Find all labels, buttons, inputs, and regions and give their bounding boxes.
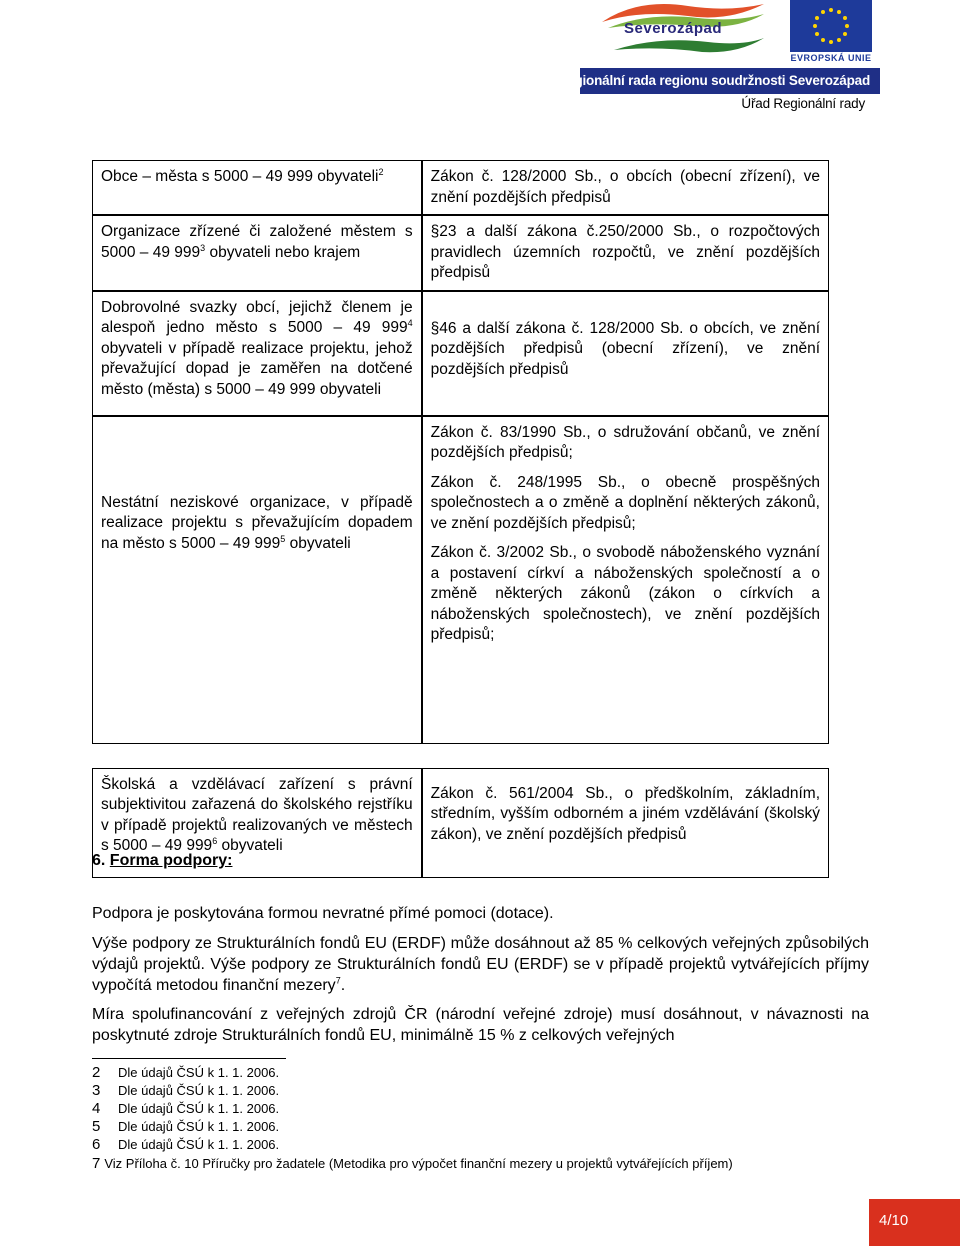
header-bar bbox=[557, 68, 880, 94]
footnote-number: 5 bbox=[92, 1118, 101, 1135]
table-cell bbox=[92, 215, 422, 291]
footnote-text: Dle údajů ČSÚ k 1. 1. 2006. bbox=[118, 1137, 280, 1152]
footnote-text: Dle údajů ČSÚ k 1. 1. 2006. bbox=[118, 1083, 280, 1098]
footnote-number: 3 bbox=[92, 1082, 101, 1099]
table-cell bbox=[422, 291, 829, 416]
footnote-text: Viz Příloha č. 10 Příručky pro žadatele (Metodika pro výpočet finanční mezery u projektů vytvářejících příjem) bbox=[104, 1156, 733, 1171]
footnote bbox=[92, 1082, 279, 1099]
cell-text: Dobrovolné svazky obcí, jejichž členem je alespoň jedno město s 5000 – 49 999 bbox=[101, 298, 413, 336]
footnote bbox=[92, 1118, 279, 1135]
table-gap bbox=[92, 744, 829, 768]
paragraph bbox=[92, 933, 869, 996]
section-heading bbox=[92, 852, 232, 870]
cell-text: Zákon č. 561/2004 Sb., o předškolním, základním, středním, vyšším odborném a jiném vzdělávání (školský zákon), ve znění pozdějších předpisů bbox=[430, 784, 820, 843]
table-cell bbox=[422, 768, 829, 878]
table-row bbox=[92, 160, 829, 215]
table-cell bbox=[92, 160, 422, 215]
section-number: 6. bbox=[92, 852, 110, 869]
footnote-ref: 5 bbox=[280, 533, 286, 544]
footnote-text: Dle údajů ČSÚ k 1. 1. 2006. bbox=[118, 1101, 280, 1116]
cell-text: obyvateli bbox=[217, 837, 283, 854]
law-reference: Zákon č. 3/2002 Sb., o svobodě náboženského vyznání a postavení církví a náboženských společností a o změně některých zákonů (zákon o církvích a náboženských společnostech), ve znění pozdějších předpisů; bbox=[430, 544, 820, 643]
footnote bbox=[92, 1136, 279, 1153]
paragraph: Podpora je poskytována formou nevratné přímé pomoci (dotace). bbox=[92, 905, 554, 922]
cell-text: Zákon č. 128/2000 Sb., o obcích (obecní zřízení), ve znění pozdějších předpisů bbox=[430, 168, 820, 206]
footnote bbox=[92, 1155, 733, 1172]
table-cell bbox=[92, 416, 422, 744]
cell-text: §23 a další zákona č.250/2000 Sb., o rozpočtových pravidlech územních rozpočtů, ve znění pozdějších předpisů bbox=[430, 223, 820, 281]
eu-flag-icon bbox=[790, 0, 872, 52]
footnote-number: 2 bbox=[92, 1064, 101, 1081]
footnote-separator bbox=[92, 1058, 286, 1059]
footnote-text: Dle údajů ČSÚ k 1. 1. 2006. bbox=[118, 1119, 280, 1134]
header-title: Regionální rada regionu soudržnosti Severozápad bbox=[557, 73, 870, 88]
cell-text: obyvateli bbox=[285, 534, 351, 552]
table-cell bbox=[422, 416, 829, 744]
cell-text: Organizace zřízené či založené městem s 5000 – 49 999 bbox=[101, 223, 413, 261]
table-row bbox=[92, 215, 829, 291]
page-number-badge bbox=[869, 1199, 960, 1246]
cell-text: Nestátní neziskové organizace, v případě realizace projektu s převažujícím dopadem na město s 5000 – 49 999 bbox=[101, 493, 413, 552]
paragraph: Míra spolufinancování z veřejných zdrojů ČR (národní veřejné zdroje) musí dosáhnout, v návaznosti na poskytnuté zdroje Strukturálních fondů EU, minimálně 15 % z celkových veřejných bbox=[92, 1006, 869, 1044]
law-reference: Zákon č. 248/1995 Sb., o obecně prospěšných společnostech a o změně a doplnění některých zákonů, ve znění pozdějších předpisů; bbox=[430, 473, 820, 532]
paragraph-text: . bbox=[340, 977, 346, 994]
footnote-ref: 6 bbox=[212, 835, 218, 846]
cell-text: Školská a vzdělávací zařízení s právní subjektivitou zařazená do školského rejstříku v případě projektů realizovaných ve městech s 5000 – 49 999 bbox=[101, 775, 413, 854]
footnote-number: 4 bbox=[92, 1100, 101, 1117]
table-row bbox=[92, 416, 829, 744]
footnote-number: 6 bbox=[92, 1136, 101, 1153]
footnote-ref: 3 bbox=[200, 242, 206, 253]
eu-label: EVROPSKÁ UNIE bbox=[790, 53, 872, 63]
logo-text: Severozápad bbox=[624, 20, 723, 37]
footnote-ref: 7 bbox=[335, 975, 341, 986]
footnote bbox=[92, 1064, 279, 1081]
page-number: 4/10 bbox=[879, 1212, 909, 1229]
table-cell bbox=[422, 215, 829, 291]
footnote bbox=[92, 1100, 279, 1117]
beneficiaries-table bbox=[92, 160, 829, 878]
footnote-text: Dle údajů ČSÚ k 1. 1. 2006. bbox=[118, 1065, 280, 1080]
table-cell bbox=[422, 160, 829, 215]
header-subtitle: Úřad Regionální rady bbox=[741, 96, 865, 111]
section-title: Forma podpory: bbox=[109, 852, 233, 869]
footnote-ref: 4 bbox=[407, 317, 413, 328]
paragraph-text: Výše podpory ze Strukturálních fondů EU (ERDF) může dosáhnout až 85 % celkových veřejných způsobilých výdajů projektů. Výše podpory ze Strukturálních fondů EU (ERDF) se v případě projektů vytvářejících příjmy vypočítá metodou finanční mezery bbox=[92, 935, 869, 994]
cell-text: §46 a další zákona č. 128/2000 Sb. o obcích, ve znění pozdějších předpisů (obecní zřízení), ve znění pozdějších předpisů bbox=[430, 319, 820, 378]
footnote-number: 7 bbox=[92, 1155, 101, 1172]
table-row bbox=[92, 291, 829, 416]
cell-text: obyvateli nebo krajem bbox=[205, 243, 361, 261]
table-cell bbox=[92, 291, 422, 416]
footnote-ref: 2 bbox=[378, 166, 384, 177]
cell-text: Obce – města s 5000 – 49 999 obyvateli bbox=[101, 168, 379, 185]
law-reference: Zákon č. 83/1990 Sb., o sdružování občanů, ve znění pozdějších předpisů; bbox=[430, 423, 820, 461]
cell-text: obyvateli v případě realizace projektu, jehož převažující dopad je zaměřen na dotčené město (města) s 5000 – 49 999 obyvateli bbox=[101, 339, 413, 398]
